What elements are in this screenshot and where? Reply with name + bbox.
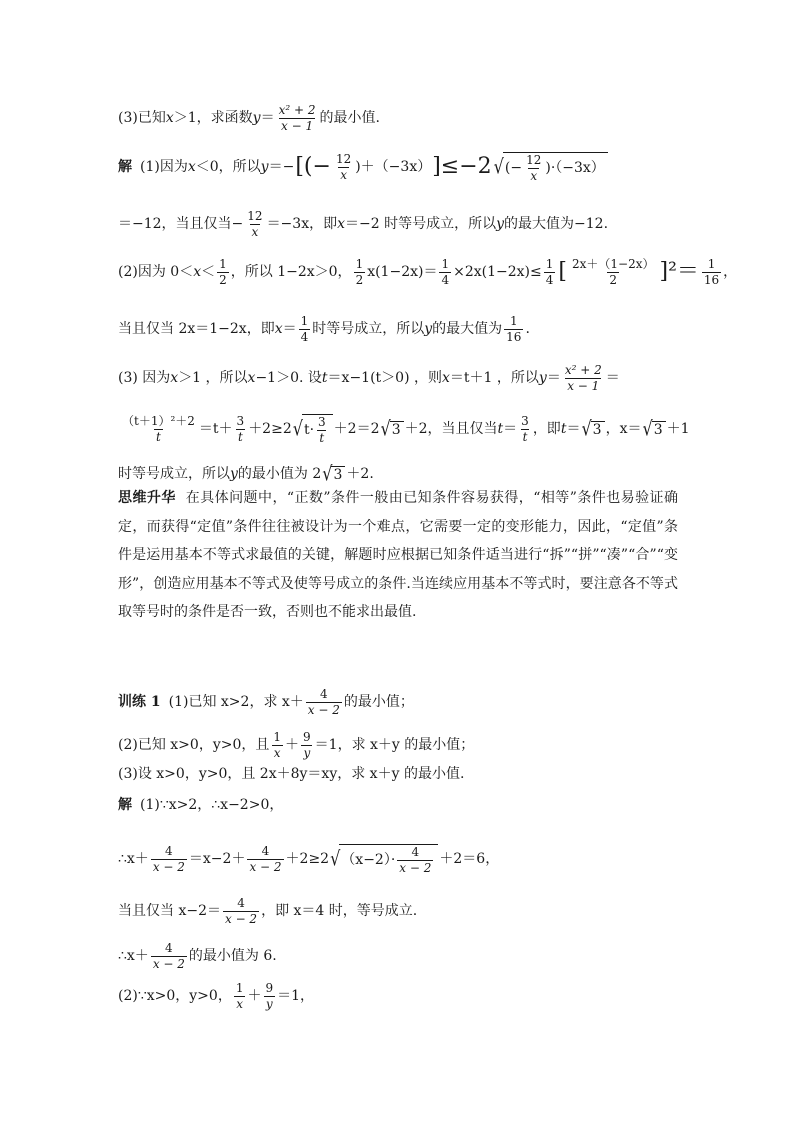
fraction bbox=[245, 210, 264, 238]
training-solution-1-line-3 bbox=[118, 897, 417, 925]
fraction bbox=[702, 258, 721, 286]
text: ，所以 1−2x＞0， bbox=[230, 264, 352, 281]
numerator: x² + 2 bbox=[564, 363, 602, 377]
fraction bbox=[570, 258, 657, 286]
text: ＋2＝2 bbox=[333, 421, 380, 438]
var: x bbox=[274, 321, 283, 338]
text: )＋（−3x） bbox=[355, 159, 432, 176]
text: ＜0，所以 bbox=[195, 159, 261, 176]
fraction bbox=[563, 364, 604, 392]
text: ＝ bbox=[605, 370, 620, 387]
fraction bbox=[120, 415, 197, 443]
radical-icon: √ bbox=[581, 416, 592, 441]
denominator: t bbox=[522, 429, 528, 444]
solution-3-line-2 bbox=[118, 414, 690, 444]
fraction bbox=[544, 258, 556, 286]
fraction bbox=[301, 731, 313, 759]
radicand: 3 bbox=[652, 421, 666, 437]
var: y bbox=[538, 370, 547, 387]
numerator: 12 bbox=[526, 153, 542, 167]
thinking-text: 在具体问题中，“正数”条件一般由已知条件容易获得，“相等”条件也易验证确定，而获得“定值”条件往往被设计为一个难点，它需要一定的变形能力，因此，“定值”条件是运用基本不等式求最值的关键，解题时应根据已知条件适当进行“拆”“拼”“凑”“合”“变形”，创造应用基本不等式及使等号成立的条件.当连续应用基本不等式时，要注意各不等式取等号时的条件是否一致，否则也不能求出最值. bbox=[118, 490, 678, 620]
var: x bbox=[442, 370, 450, 387]
denominator: x bbox=[530, 168, 538, 183]
square-root bbox=[330, 844, 438, 874]
fraction bbox=[299, 315, 311, 343]
text: ＝ bbox=[546, 370, 561, 387]
numerator: 4 bbox=[165, 941, 173, 955]
text: (− bbox=[504, 160, 523, 177]
text: ＝x−2＋ bbox=[188, 851, 246, 868]
square-root bbox=[380, 416, 403, 441]
bracket: [ bbox=[558, 259, 567, 285]
solution-2-line-2 bbox=[118, 315, 530, 343]
denominator: 4 bbox=[441, 272, 450, 287]
text: ∴x＋ bbox=[118, 851, 149, 868]
fraction bbox=[247, 845, 283, 873]
denominator: 4 bbox=[545, 272, 554, 287]
text: ，即 x＝4 时，等号成立. bbox=[261, 903, 418, 920]
denominator: x − 2 bbox=[152, 859, 185, 874]
text: ＝1， bbox=[277, 988, 315, 1005]
fraction bbox=[151, 942, 187, 970]
denominator: x − 2 bbox=[224, 911, 258, 926]
text: )·（−3x） bbox=[545, 160, 605, 177]
text: （x−2）· bbox=[341, 852, 396, 869]
radicand bbox=[503, 152, 608, 182]
text: 的最小值. bbox=[319, 110, 380, 127]
denominator: x bbox=[251, 224, 259, 239]
training-solution-1-line-2 bbox=[118, 844, 499, 874]
numerator: 1 bbox=[300, 314, 309, 328]
denominator: x − 2 bbox=[307, 702, 340, 717]
radicand: 3 bbox=[591, 421, 605, 437]
fraction bbox=[234, 982, 246, 1010]
text: (3)已知 bbox=[118, 110, 166, 127]
problem-3-line bbox=[118, 104, 380, 132]
denominator: 16 bbox=[506, 329, 522, 344]
square-root bbox=[293, 414, 333, 444]
training-solution-2-line bbox=[118, 982, 314, 1010]
numerator: 3 bbox=[521, 414, 529, 428]
var: x bbox=[170, 370, 179, 387]
text: ＝ bbox=[503, 421, 518, 438]
text: ＝ bbox=[566, 421, 581, 438]
numerator: 1 bbox=[235, 981, 244, 995]
text: ＝ bbox=[282, 321, 297, 338]
fraction bbox=[524, 154, 543, 182]
var: x bbox=[337, 216, 346, 233]
training-solution-1-line-4 bbox=[118, 942, 277, 970]
radical-icon: √ bbox=[380, 416, 391, 441]
fraction bbox=[354, 258, 366, 286]
square-root bbox=[581, 416, 604, 441]
text: ＋ bbox=[285, 737, 300, 754]
var: y bbox=[252, 110, 261, 127]
square-root bbox=[642, 416, 665, 441]
text: ＝ bbox=[260, 110, 275, 127]
numerator: 3 bbox=[318, 415, 326, 429]
text: 当且仅当 x−2＝ bbox=[118, 903, 221, 920]
text: (3) 因为 bbox=[118, 370, 171, 387]
denominator: x − 1 bbox=[281, 118, 314, 133]
text: ＝t＋1 ，所以 bbox=[449, 370, 539, 387]
fraction bbox=[277, 104, 318, 132]
text: ，x＝ bbox=[605, 421, 642, 438]
text: 时等号成立，所以 bbox=[312, 321, 425, 338]
text: (1)因为 bbox=[140, 159, 188, 176]
denominator: t bbox=[156, 429, 161, 444]
denominator: 2 bbox=[609, 272, 618, 287]
text: (2)因为 0＜ bbox=[118, 264, 194, 281]
text: 的最小值为 6. bbox=[188, 948, 277, 965]
training-label: 训练 1 bbox=[118, 694, 161, 711]
radical-icon: √ bbox=[292, 416, 303, 441]
text: 的最小值为 2 bbox=[237, 466, 322, 482]
text: ＝−2 时等号成立，所以 bbox=[345, 216, 497, 233]
denominator: x − 2 bbox=[152, 956, 185, 971]
fraction bbox=[519, 415, 531, 443]
text: (3)设 x>0，y>0，且 2x＋8y＝xy，求 x＋y 的最小值. bbox=[118, 766, 465, 782]
text: ，即 bbox=[532, 421, 561, 438]
text: ＝1，求 x＋y 的最小值； bbox=[314, 737, 475, 754]
text: ＞1 ，所以 bbox=[178, 370, 248, 387]
numerator: 4 bbox=[261, 844, 270, 858]
training-3-line bbox=[118, 767, 464, 781]
denominator: x − 2 bbox=[249, 859, 282, 874]
text: ＋1 bbox=[666, 421, 690, 438]
numerator: 1 bbox=[545, 257, 554, 271]
fraction bbox=[397, 846, 433, 874]
radical-icon: √ bbox=[322, 461, 333, 486]
numerator: 1 bbox=[707, 257, 716, 271]
bracket: ]²＝ bbox=[659, 259, 699, 285]
fraction bbox=[504, 315, 523, 343]
numerator: 9 bbox=[303, 730, 311, 744]
var: x bbox=[187, 159, 196, 176]
numerator: 1 bbox=[219, 257, 227, 271]
text: ＝−3x，即 bbox=[266, 216, 338, 233]
text: (2)∵x>0，y>0， bbox=[118, 988, 232, 1005]
text: ， bbox=[723, 264, 738, 281]
fraction bbox=[334, 153, 353, 181]
numerator: 4 bbox=[165, 844, 173, 858]
denominator: x bbox=[236, 996, 244, 1011]
text: ＝−12，当且仅当− bbox=[118, 216, 244, 233]
training-2-line bbox=[118, 731, 474, 759]
solution-1-line-2 bbox=[118, 210, 608, 238]
denominator: x bbox=[340, 167, 347, 182]
radical-icon: √ bbox=[493, 154, 504, 179]
text: 当且仅当 2x＝1−2x，即 bbox=[118, 321, 275, 338]
text: (1)已知 x>2，求 x＋ bbox=[168, 694, 304, 711]
text: 的最小值； bbox=[343, 694, 414, 711]
denominator: y bbox=[265, 996, 273, 1011]
denominator: 4 bbox=[300, 329, 309, 344]
text: ＞1，求函数 bbox=[173, 110, 253, 127]
var: x bbox=[165, 110, 174, 127]
numerator: 3 bbox=[236, 414, 245, 428]
var: x bbox=[193, 264, 202, 281]
fraction bbox=[151, 845, 187, 873]
var: y bbox=[260, 159, 269, 176]
var: t bbox=[321, 370, 328, 387]
radicand: 3 bbox=[390, 421, 404, 437]
text: x(1−2x)＝ bbox=[367, 264, 438, 281]
numerator: 1 bbox=[509, 314, 518, 328]
numerator: 4 bbox=[237, 896, 245, 910]
text: ＋ bbox=[247, 988, 262, 1005]
numerator: 1 bbox=[355, 257, 364, 271]
var: y bbox=[424, 321, 433, 338]
fraction bbox=[316, 416, 328, 444]
text: ×2x(1−2x)≤ bbox=[453, 264, 542, 281]
numerator: 4 bbox=[320, 687, 328, 701]
numerator: 1 bbox=[273, 730, 282, 744]
text: ＋2，当且仅当 bbox=[404, 421, 498, 438]
fraction bbox=[271, 731, 283, 759]
numerator: 9 bbox=[265, 981, 274, 995]
numerator: x² + 2 bbox=[278, 103, 316, 117]
text: 时等号成立，所以 bbox=[118, 466, 230, 482]
square-root bbox=[322, 461, 345, 486]
solution-label: 解 bbox=[118, 159, 132, 176]
text: ＝x−1(t＞0) ，则 bbox=[327, 370, 442, 387]
solution-label: 解 bbox=[118, 797, 132, 813]
numerator: 4 bbox=[411, 845, 420, 859]
radicand bbox=[339, 844, 438, 874]
text: ＋2≥2 bbox=[248, 421, 292, 438]
solution-2-line bbox=[118, 258, 737, 286]
denominator: 16 bbox=[703, 272, 720, 287]
text: ＋2＝6， bbox=[439, 851, 500, 868]
denominator: x − 2 bbox=[399, 860, 432, 875]
var: t bbox=[560, 421, 567, 438]
numerator: 2x＋（1−2x） bbox=[571, 257, 655, 271]
radical-icon: √ bbox=[330, 846, 341, 871]
radicand: 3 bbox=[331, 466, 345, 482]
text: ＜ bbox=[201, 264, 216, 281]
bracket: ]≤−2 bbox=[432, 154, 492, 180]
text: . bbox=[525, 321, 530, 338]
radical-icon: √ bbox=[642, 416, 653, 441]
text: ∴x＋ bbox=[118, 948, 149, 965]
numerator: 1 bbox=[441, 257, 450, 271]
denominator: t bbox=[319, 430, 325, 445]
text: (2)已知 x>0，y>0，且 bbox=[118, 737, 270, 754]
thinking-title: 思维升华 bbox=[118, 490, 176, 506]
fraction bbox=[263, 982, 275, 1010]
var: y bbox=[496, 216, 505, 233]
text: ＝t＋ bbox=[198, 421, 233, 438]
text: t· bbox=[303, 422, 315, 439]
text: 的最大值为 bbox=[432, 321, 503, 338]
denominator: x − 1 bbox=[567, 378, 600, 393]
text: −1＞0. 设 bbox=[255, 370, 322, 387]
denominator: 2 bbox=[355, 272, 364, 287]
numerator: 12 bbox=[335, 152, 352, 166]
denominator: y bbox=[303, 745, 311, 760]
text: ＋2. bbox=[346, 466, 374, 482]
radicand bbox=[302, 414, 333, 444]
solution-3-line bbox=[118, 364, 620, 392]
var: t bbox=[497, 421, 504, 438]
training-1-line bbox=[118, 688, 414, 716]
training-solution-1-line bbox=[118, 798, 283, 812]
fraction bbox=[223, 897, 259, 925]
denominator: 2 bbox=[219, 272, 227, 287]
denominator: t bbox=[237, 429, 243, 444]
numerator: （t＋1）²＋2 bbox=[122, 414, 195, 428]
fraction bbox=[439, 258, 451, 286]
text: ＝− bbox=[268, 159, 295, 176]
thinking-paragraph bbox=[118, 484, 678, 627]
fraction bbox=[217, 258, 229, 286]
denominator: x bbox=[273, 745, 281, 760]
square-root bbox=[494, 152, 608, 182]
solution-3-line-3 bbox=[118, 461, 374, 486]
numerator: 12 bbox=[247, 209, 263, 223]
fraction bbox=[235, 415, 247, 443]
text: 的最大值为−12. bbox=[504, 216, 609, 233]
text: ＋2≥2 bbox=[285, 851, 330, 868]
var: x bbox=[247, 370, 256, 387]
fraction bbox=[306, 688, 342, 716]
bracket: [(− bbox=[295, 154, 331, 180]
var: y bbox=[230, 466, 238, 482]
solution-1-line bbox=[118, 152, 609, 182]
text: (1)∵x>2，∴x−2>0， bbox=[140, 797, 284, 813]
